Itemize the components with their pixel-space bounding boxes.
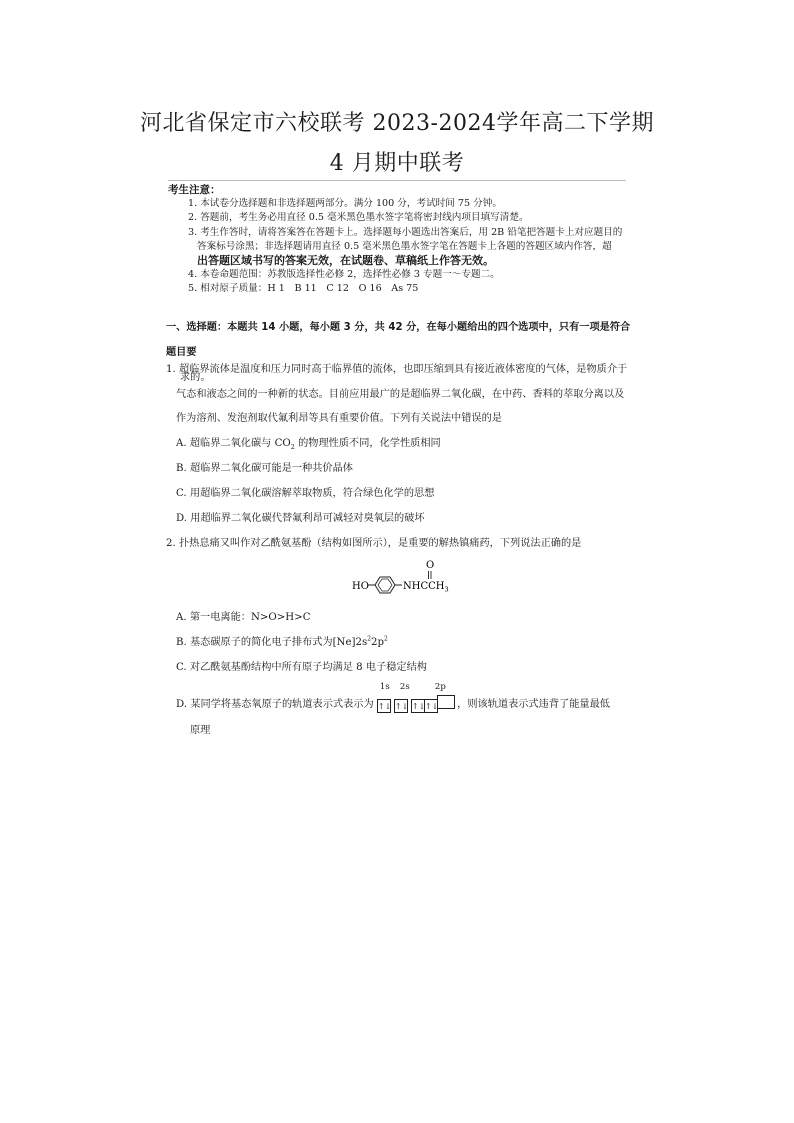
q2-option-d [176,682,610,713]
mol-right-label [403,581,449,594]
orbital-box-2p: ↑↓ [424,699,438,713]
orbital-diagram [377,682,454,713]
q1-option-d: D. 用超临界二氧化碳代替氟利昂可减轻对臭氧层的破坏 [176,513,425,524]
notes-heading: 考生注意： [168,184,221,196]
notes-item: 1. 本试卷分选择题和非选择题两部分。满分 100 分，考试时间 75 分钟。 [188,198,502,210]
orbital-box-2p: ↑↓ [411,699,425,713]
orbital-label-1s: 1s [379,682,390,692]
mol-right-sub: 3 [444,585,449,594]
q1-option-a-pre: A. 超临界二氧化碳与 CO [176,438,291,449]
notes-item-emphasis: 出答题区域书写的答案无效，在试题卷、草稿纸上作答无效。 [197,254,494,268]
exam-title-line2: 4 月期中联考 [329,151,465,176]
exam-notes [168,183,630,297]
q1-line: 作为溶剂、发泡剂取代氟利昂等具有重要价值。下列有关说法中错误的是 [176,413,502,424]
notes-item: 5. 相对原子质量：H 1 B 11 C 12 O 16 As 75 [188,283,419,295]
orbital-box-2s: ↑↓ [394,699,408,713]
q1-option-a-post: 的物理性质不同，化学性质相同 [294,438,441,449]
orbital-box-1s: ↑↓ [377,699,391,713]
exam-title-line1: 河北省保定市六校联考 2023-2024学年高二下学期 [140,111,654,136]
orbital-label-2s: 2s [399,682,410,692]
section-heading-line1: 一、选择题：本题共 14 小题，每小题 3 分，共 42 分，在每小题给出的四个选项中，只有一项是符合题目要 [166,322,631,358]
q2-option-b-sup2: 2 [384,635,388,643]
q2-option-b-mid: 2p [371,637,385,648]
q1-option-a [176,434,441,451]
acetaminophen-structure [350,556,470,598]
q2-option-b-sup1: 2 [367,635,372,643]
q2-option-b-pre: B. 基态碳原子的简化电子排布式为[Ne]2s [176,637,368,648]
q2-option-b [176,633,388,648]
q2-option-c: C. 对乙酰氨基酚结构中所有原子均满足 8 电子稳定结构 [176,662,427,673]
mol-carbonyl-oxygen: O [426,560,435,571]
orbital-box-2p [437,695,455,709]
notes-item: 4. 本卷命题范围：苏教版选择性必修 2，选择性必修 3 专题一～专题二。 [188,269,500,281]
q1-line: 气态和液态之间的一种新的状态。目前应用最广的是超临界二氧化碳，在中药、香料的萃取分离以及 [176,388,625,400]
q1-option-a-sub: 2 [290,443,295,452]
q1-option-b: B. 超临界二氧化碳可能是一种共价晶体 [176,463,353,474]
q2-option-d-line2: 原理 [190,725,211,736]
section-heading-line2: 求的。 [180,372,211,383]
q1-option-c: C. 用超临界二氧化碳溶解萃取物质，符合绿色化学的思想 [176,488,435,499]
mol-right-main: NHCCH [403,581,445,592]
q2-option-d-post: ，则该轨道表示式违背了能量最低 [457,699,610,710]
orbital-label-2p: 2p [434,682,446,692]
q1-line: 1. 超临界流体是温度和压力同时高于临界值的流体，也即压缩到具有接近液体密度的气体，是物质介于 [166,364,628,375]
notes-item-continued: 答案标号涂黑；非选择题请用直径 0.5 毫米黑色墨水签字笔在答题卡上各题的答题区域内作答，超 [197,240,612,252]
question-1-stem [166,358,638,432]
question-2-stem: 2. 扑热息痛又叫作对乙酰氨基酚（结构如图所示），是重要的解热镇痛药，下列说法正确的是 [166,538,582,549]
mol-left-label: HO [352,581,369,592]
notes-item: 2. 答题前，考生务必用直径 0.5 毫米黑色墨水签字笔将密封线内项目填写清楚。 [188,212,529,224]
q2-option-d-pre: D. 某同学将基态氧原子的轨道表示式表示为 [176,699,374,710]
notes-item: 3. 考生作答时，请将答案答在答题卡上。选择题每小题选出答案后，用 2B 铅笔把答题卡上对应题目的 [188,226,623,238]
q2-option-a: A. 第一电离能：N>O>H>C [176,612,311,623]
header-divider [168,180,626,181]
